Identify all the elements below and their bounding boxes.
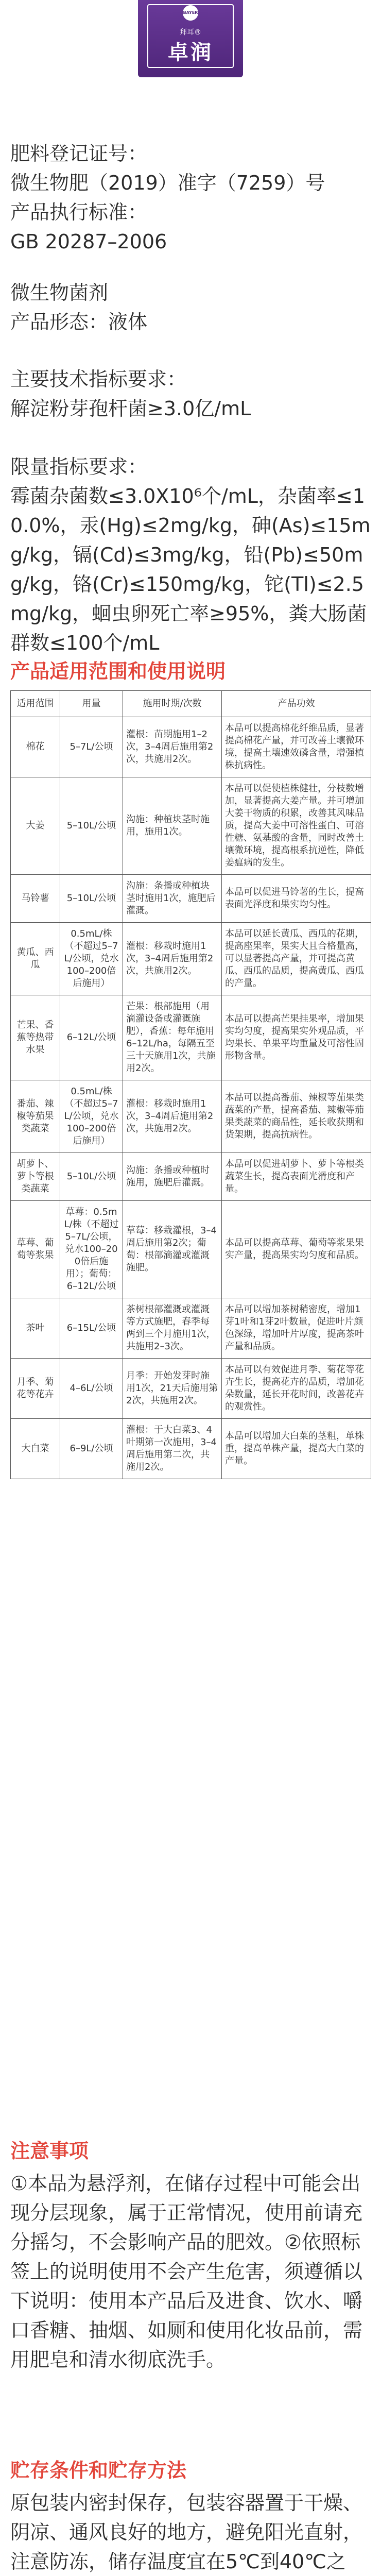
storage-text: 原包装内密封保存，包装容器置于干燥、阴凉、通风良好的地方，避免阳光直射，注意防冻，储存温度宜在5℃到40℃之 — [10, 2492, 363, 2573]
cell-method: 芒果：根部施用（用滴灌设备或灌溉施肥），香蕉：每年施用6–12L/ha，每隔五至三十天施用1次，共施用2次。 — [123, 995, 222, 1080]
cell-effect: 本品可以促使植株健壮，分枝数增加，显著提高大姜产量。并可增加大姜干物质的积累，改善其风味品质，提高大姜中可溶性蛋白、可溶性糖、氨基酸的含量，同时改善土壤微环境，提高根系抗逆性，降低姜瘟病的发生。 — [222, 777, 371, 875]
product-type: 微生物菌剂 — [10, 281, 109, 304]
table-row — [11, 777, 371, 875]
cell-crop: 大白菜 — [11, 1419, 60, 1479]
main-indicators-block — [10, 365, 373, 423]
cell-dose: 4–6L/公顷 — [60, 1359, 123, 1419]
cell-dose: 5–10L/公顷 — [60, 777, 123, 875]
cell-method: 茶树根部灌溉或灌溉等方式施肥，春季每两到三个月施用1次，共施用2–3次。 — [123, 1298, 222, 1359]
registration-line: 微生物肥（2019）准字（7259）号 — [10, 172, 325, 194]
badge-top — [138, 5, 243, 21]
header-method: 施用时期/次数 — [123, 691, 222, 717]
storage-title: 贮存条件和贮存方法 — [10, 2459, 187, 2482]
table-row — [11, 717, 371, 777]
cell-method: 灌根：于大白菜3、4叶期第一次施用，3–4周后施用第二次，共施用2次。 — [123, 1419, 222, 1479]
cell-effect: 本品可以增加茶树稍密度，增加1芽1叶和1芽2叶数量，促进叶片颜色深绿，增加叶片厚度，提高茶叶产量和品质。 — [222, 1298, 371, 1359]
table-row — [11, 923, 371, 995]
precautions-block — [10, 2169, 373, 2375]
cell-effect: 本品可以提高芒果挂果率，增加果实均匀度，提高果实外观品质，平均果长、单果平均重量及可溶性固形物含量。 — [222, 995, 371, 1080]
cell-method: 草莓：移栽灌根，3–4周后施用第2次；葡萄：根部滴灌或灌溉施肥。 — [123, 1201, 222, 1298]
cell-effect: 本品可以提高棉花纤维品质，显著提高棉花产量，并可改善土壤微环境，提高土壤速效磷含量，增强植株抗病性。 — [222, 717, 371, 777]
cell-dose: 0.5mL/株（不超过5–7L/公顷，兑水100–200倍后施用） — [60, 1080, 123, 1153]
cell-dose: 6–9L/公顷 — [60, 1419, 123, 1479]
cell-crop: 草莓、葡萄等浆果 — [11, 1201, 60, 1298]
limit-indicators-block — [10, 452, 373, 658]
cell-dose: 5–7L/公顷 — [60, 717, 123, 777]
product-info-block — [10, 278, 373, 337]
table-row — [11, 1153, 371, 1201]
cell-crop: 芒果、香蕉等热带水果 — [11, 995, 60, 1080]
cell-crop: 大姜 — [11, 777, 60, 875]
usage-section-title: 产品适用范围和使用说明 — [10, 660, 226, 683]
main-indicators-value: 解淀粉芽孢杆菌≥3.0亿/mL — [10, 397, 251, 420]
table-row — [11, 995, 371, 1080]
cell-dose: 5–10L/公顷 — [60, 875, 123, 923]
header-effect: 产品功效 — [222, 691, 371, 717]
usage-table-wrap — [10, 690, 371, 1479]
table-row — [11, 1298, 371, 1359]
cell-method: 灌根：苗期施用1–2次，3–4周后施用第2次，共施用2次。 — [123, 717, 222, 777]
registration-block — [10, 139, 373, 257]
cell-method: 灌根：移栽时施用1次，3–4周后施用第2次，共施用2次。 — [123, 1080, 222, 1153]
main-indicators-title: 主要技术指标要求： — [10, 368, 187, 391]
registration-line: 产品执行标准： — [10, 201, 148, 224]
table-header-row — [11, 691, 371, 717]
cell-effect: 本品可以促进胡萝卜、萝卜等根类蔬菜生长，提高表面光滑度和产量。 — [222, 1153, 371, 1201]
cell-effect: 本品可以促进马铃薯的生长，提高表面光泽度和果实均匀性。 — [222, 875, 371, 923]
cell-dose: 6–15L/公顷 — [60, 1298, 123, 1359]
cell-dose: 0.5mL/株（不超过5–7L/公顷，兑水100–200倍后施用） — [60, 923, 123, 995]
bayer-logo-icon: BAYER — [183, 5, 198, 21]
cell-method: 灌根：移栽时施用1次，3–4周后施用第2次，共施用2次。 — [123, 923, 222, 995]
header-crop: 适用范围 — [11, 691, 60, 717]
brand-small-label: 拜耳® — [180, 28, 201, 37]
cell-crop: 茶叶 — [11, 1298, 60, 1359]
cell-dose: 草莓：0.5mL/株（不超过5–7L/公顷，兑水100–200倍后施用）；葡萄：6–12L/公顷 — [60, 1201, 123, 1298]
cell-effect: 本品可以提高草莓、葡萄等浆果果实产量，提高果实均匀度和品质。 — [222, 1201, 371, 1298]
registration-line: 肥料登记证号： — [10, 142, 148, 165]
cell-dose: 6–12L/公顷 — [60, 995, 123, 1080]
product-name: 卓润 — [168, 41, 213, 64]
limit-indicators-title: 限量指标要求： — [10, 455, 148, 478]
cell-crop: 胡萝卜、萝卜等根类蔬菜 — [11, 1153, 60, 1201]
cell-effect: 本品可以有效促进月季、菊花等花卉生长，提高花卉的品质，增加花朵数量，延长开花时间，改善花卉的观赏性。 — [222, 1359, 371, 1419]
cell-dose: 5–10L/公顷 — [60, 1153, 123, 1201]
product-form: 产品形态：液体 — [10, 311, 148, 333]
precautions-title: 注意事项 — [10, 2140, 89, 2162]
cell-method: 沟施：条播或种植块茎时施用1次，施肥后灌溉。 — [123, 875, 222, 923]
cell-crop: 马铃薯 — [11, 875, 60, 923]
table-row — [11, 875, 371, 923]
storage-block — [10, 2488, 373, 2576]
cell-method: 月季：开始发芽时施用1次，21天后施用第2次，共施用2次。 — [123, 1359, 222, 1419]
usage-table — [10, 690, 371, 1479]
precautions-text: ①本品为悬浮剂，在储存过程中可能会出现分层现象，属于正常情况，使用前请充分摇匀，不会影响产品的肥效。②依照标签上的说明使用不会产生危害，须遵循以下说明：使用本产品后及进食、饮水、嚼口香糖、抽烟、如厕和使用化妆品前，需用肥皂和清水彻底洗手。 — [10, 2172, 363, 2371]
cell-method: 沟施：种植块茎时施用，施用1次。 — [123, 777, 222, 875]
registration-line: GB 20287–2006 — [10, 230, 167, 253]
limit-indicators-text: 霉菌杂菌数≤3.0X10⁶个/mL，杂菌率≤10.0%，汞(Hg)≤2mg/kg，砷(As)≤15mg/kg，镉(Cd)≤3mg/kg，铅(Pb)≤50mg/kg，铬(Cr)≤150mg/kg，铊(Tl)≤2.5mg/kg，蛔虫卵死亡率≥95%，粪大肠菌群数≤100个/mL — [10, 485, 371, 654]
cell-method: 沟施：条播或种植时施用，施肥后灌溉。 — [123, 1153, 222, 1201]
cell-effect: 本品可以增加大白菜的茎粗，单株重，提高单株产量，提高大白菜的产量。 — [222, 1419, 371, 1479]
product-badge — [138, 0, 243, 77]
cell-effect: 本品可以提高番茄、辣椒等茄果类蔬菜的产量，提高番茄、辣椒等茄果类蔬菜的商品性，延长收获期和货架期，提高抗病性。 — [222, 1080, 371, 1153]
table-row — [11, 1359, 371, 1419]
cell-crop: 月季、菊花等花卉 — [11, 1359, 60, 1419]
table-row — [11, 1080, 371, 1153]
cell-crop: 番茄、辣椒等茄果类蔬菜 — [11, 1080, 60, 1153]
table-row — [11, 1419, 371, 1479]
cell-crop: 棉花 — [11, 717, 60, 777]
header-dose: 用量 — [60, 691, 123, 717]
table-row — [11, 1201, 371, 1298]
cell-effect: 本品可以延长黄瓜、西瓜的花期，提高座果率，果实大且合格量高，可以显著提高产量，并可提高黄瓜、西瓜的品质，提高黄瓜、西瓜的产量。 — [222, 923, 371, 995]
cell-crop: 黄瓜、西瓜 — [11, 923, 60, 995]
